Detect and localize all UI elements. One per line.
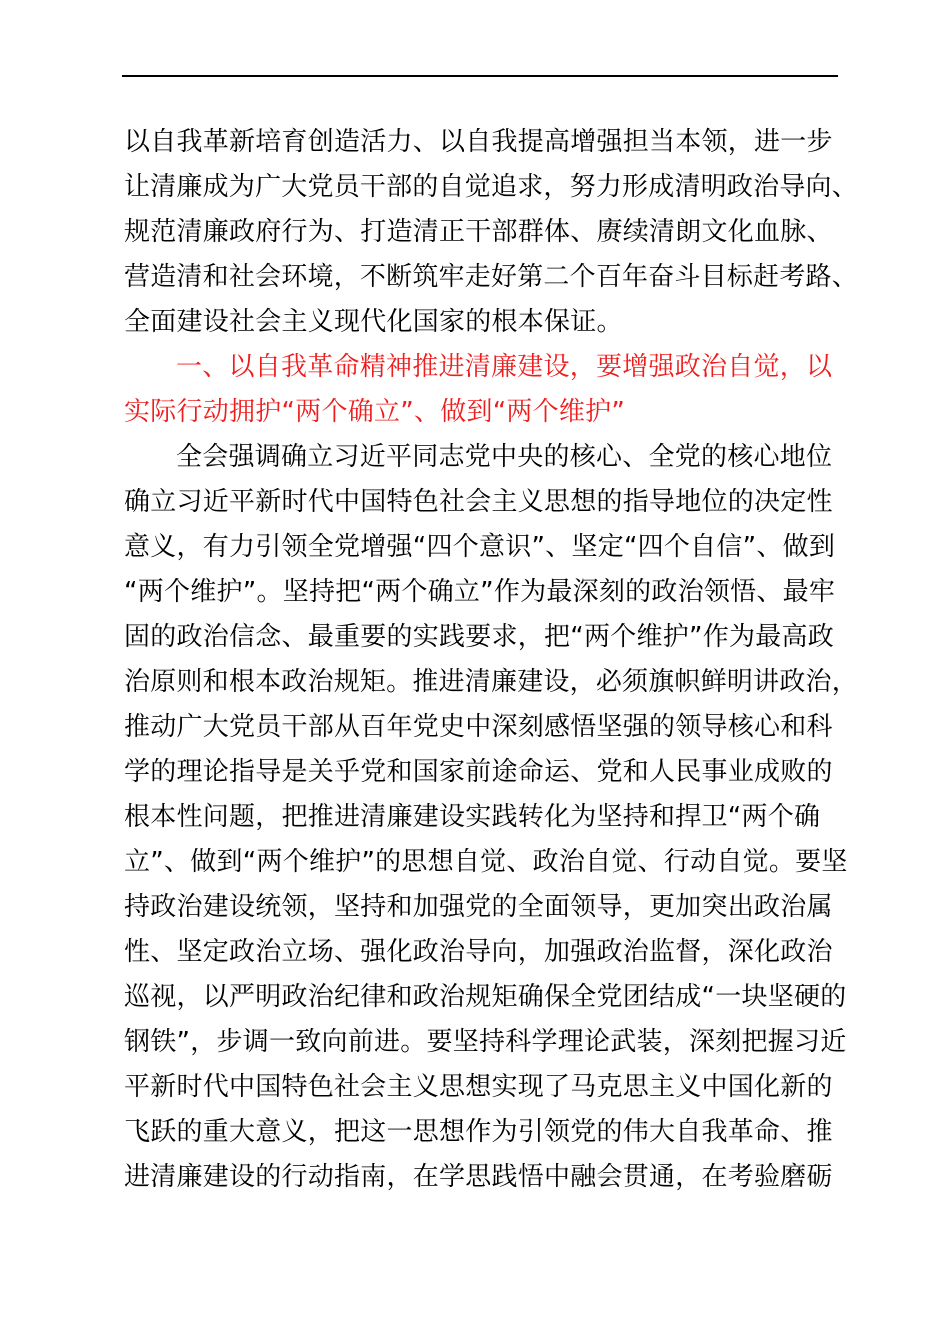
text-line: 巡视，以严明政治纪律和政治规矩确保全党团结成“一块坚硬的	[124, 982, 847, 1012]
text-line: 全面建设社会主义现代化国家的根本保证。	[124, 307, 623, 337]
text-line: 进清廉建设的行动指南，在学思践悟中融会贯通，在考验磨砺	[124, 1162, 833, 1192]
text-line: 让清廉成为广大党员干部的自觉追求，努力形成清明政治导向、	[124, 172, 858, 202]
text-line: 持政治建设统领，坚持和加强党的全面领导，更加突出政治属	[124, 892, 833, 922]
text-line: 平新时代中国特色社会主义思想实现了马克思主义中国化新的	[124, 1072, 833, 1102]
text-line: 意义，有力引领全党增强“四个意识”、坚定“四个自信”、做到	[124, 532, 836, 562]
text-line: 营造清和社会环境，不断筑牢走好第二个百年奋斗目标赶考路、	[124, 262, 858, 292]
text-line: 根本性问题，把推进清廉建设实践转化为坚持和捍卫“两个确	[124, 802, 821, 832]
text-line: 钢铁”，步调一致向前进。要坚持科学理论武装，深刻把握习近	[124, 1027, 847, 1057]
text-line: 飞跃的重大意义，把这一思想作为引领党的伟大自我革命、推	[124, 1117, 833, 1147]
text-line: 治原则和根本政治规矩。推进清廉建设，必须旗帜鲜明讲政治，	[124, 667, 858, 697]
text-line: 学的理论指导是关乎党和国家前途命运、党和人民事业成败的	[124, 757, 833, 787]
text-line: 确立习近平新时代中国特色社会主义思想的指导地位的决定性	[124, 487, 833, 517]
text-line: 规范清廉政府行为、打造清正干部群体、赓续清朗文化血脉、	[124, 217, 833, 247]
text-line: 以自我革新培育创造活力、以自我提高增强担当本领，进一步	[124, 127, 833, 157]
text-line: “两个维护”。坚持把“两个确立”作为最深刻的政治领悟、最牢	[124, 577, 836, 607]
text-line: 性、坚定政治立场、强化政治导向，加强政治监督，深化政治	[124, 937, 833, 967]
header-rule	[122, 75, 838, 77]
text-line: 全会强调确立习近平同志党中央的核心、全党的核心地位	[176, 442, 833, 472]
heading-line: 一、以自我革命精神推进清廉建设，要增强政治自觉，以	[176, 352, 833, 382]
text-line: 立”、做到“两个维护”的思想自觉、政治自觉、行动自觉。要坚	[124, 847, 848, 877]
heading-line: 实际行动拥护“两个确立”、做到“两个维护”	[124, 397, 626, 427]
text-line: 推动广大党员干部从百年党史中深刻感悟坚强的领导核心和科	[124, 712, 833, 742]
text-line: 固的政治信念、最重要的实践要求，把“两个维护”作为最高政	[124, 622, 834, 652]
